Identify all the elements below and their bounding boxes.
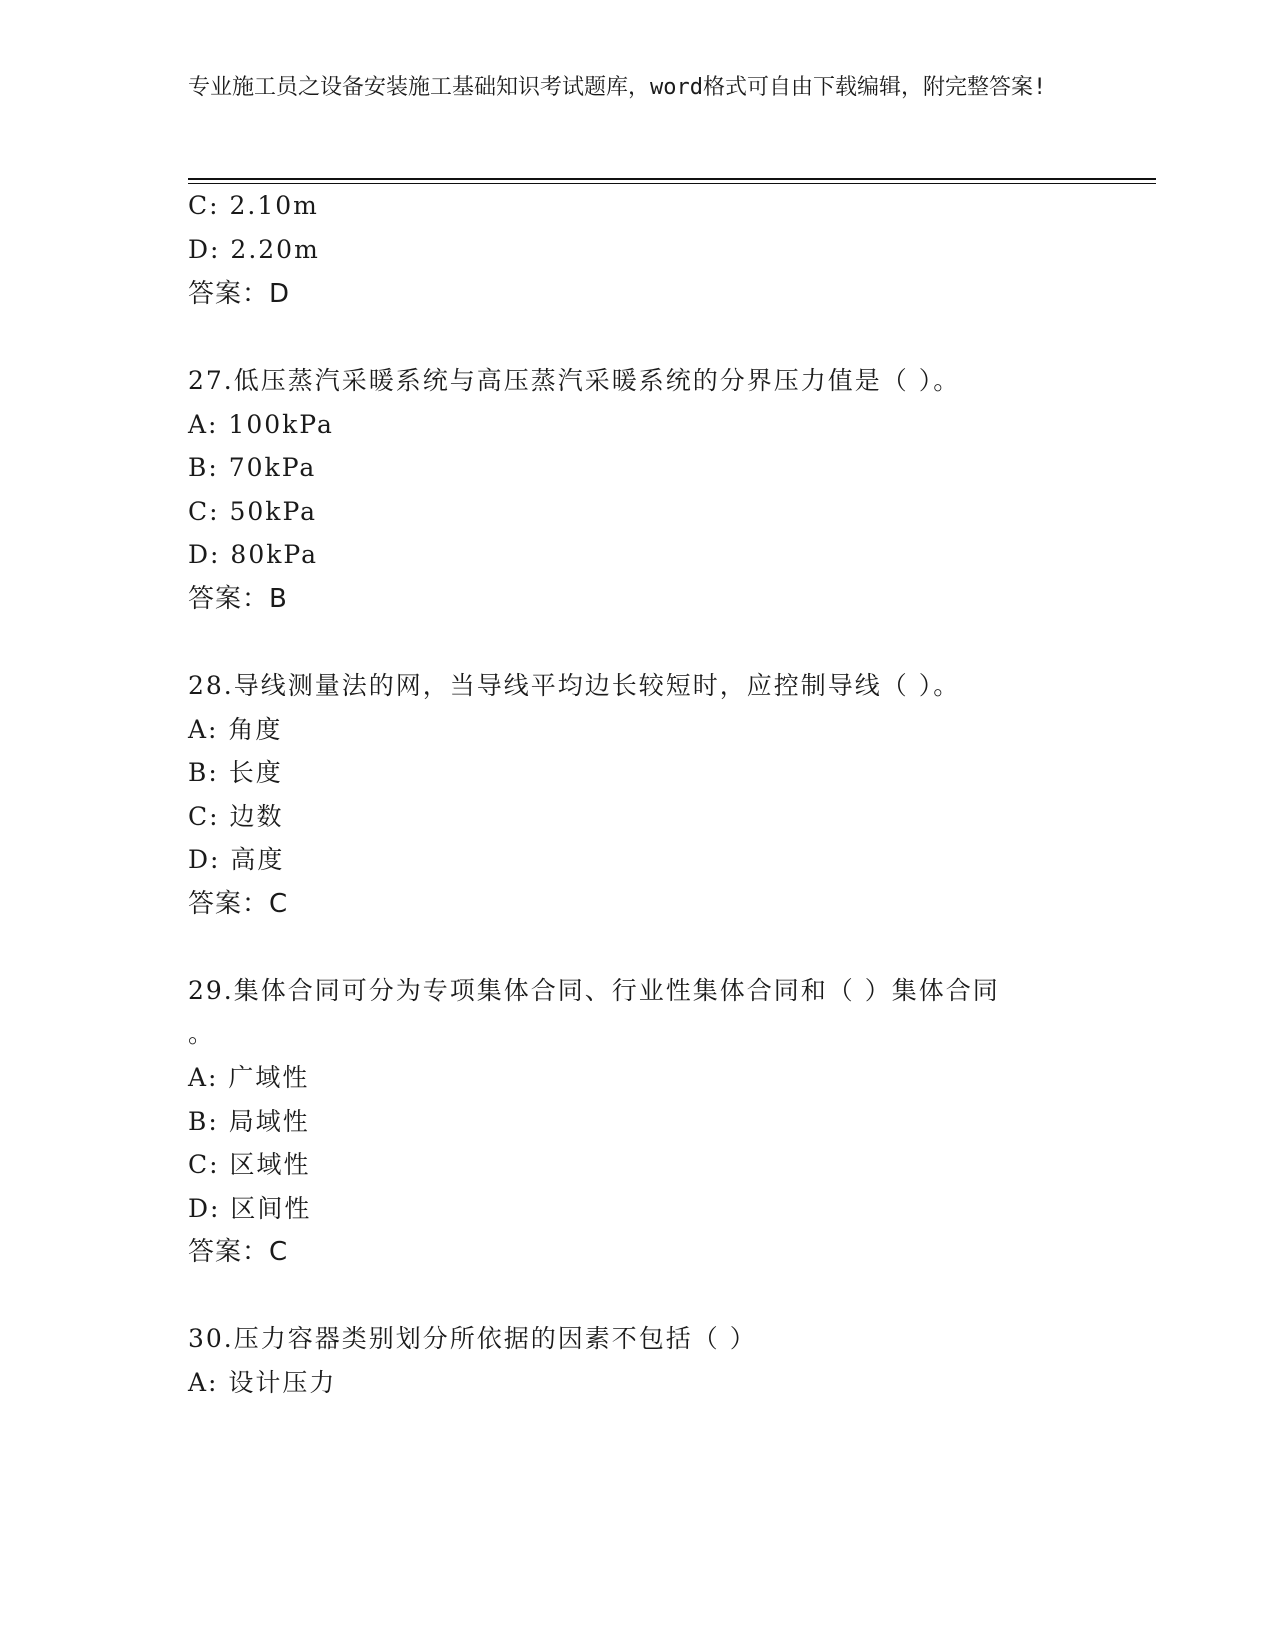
question-stem: 29.集体合同可分为专项集体合同、行业性集体合同和（ ）集体合同 bbox=[188, 976, 1000, 1005]
question-stem: 30.压力容器类别划分所依据的因素不包括（ ） bbox=[188, 1324, 757, 1353]
option-d: D: 区间性 bbox=[188, 1194, 312, 1223]
question-stem: 27.低压蒸汽采暖系统与高压蒸汽采暖系统的分界压力值是（ ）。 bbox=[188, 366, 961, 395]
document-header bbox=[188, 72, 1088, 104]
header-divider-thin bbox=[188, 183, 1156, 184]
option-a: A: 广域性 bbox=[188, 1063, 310, 1092]
answer-line: 答案：C bbox=[188, 889, 289, 919]
option-a: A: 角度 bbox=[188, 715, 283, 744]
question-stem-continuation: 。 bbox=[188, 1019, 216, 1048]
option-b: B: 局域性 bbox=[188, 1107, 310, 1136]
option-a: A: 设计压力 bbox=[188, 1368, 337, 1397]
answer-line: 答案：B bbox=[188, 584, 288, 614]
option-d: D: 高度 bbox=[188, 845, 285, 874]
header-title: 专业施工员之设备安装施工基础知识考试题库，word格式可自由下载编辑，附完整答案! bbox=[188, 75, 1047, 100]
option-b: B: 70kPa bbox=[188, 453, 317, 482]
option-c: C: 区域性 bbox=[188, 1150, 311, 1179]
option-c: C: 50kPa bbox=[188, 497, 318, 526]
question-stem: 28.导线测量法的网，当导线平均边长较短时，应控制导线（ ）。 bbox=[188, 671, 961, 700]
option-a: A: 100kPa bbox=[188, 410, 334, 439]
option-b: B: 长度 bbox=[188, 758, 283, 787]
option-d: D: 80kPa bbox=[188, 540, 318, 569]
option-d: D: 2.20m bbox=[188, 235, 320, 264]
answer-line: 答案：C bbox=[188, 1237, 289, 1267]
option-c: C: 2.10m bbox=[188, 191, 319, 220]
option-c: C: 边数 bbox=[188, 802, 284, 831]
header-divider-thick bbox=[188, 178, 1156, 180]
answer-line: 答案：D bbox=[188, 279, 291, 309]
